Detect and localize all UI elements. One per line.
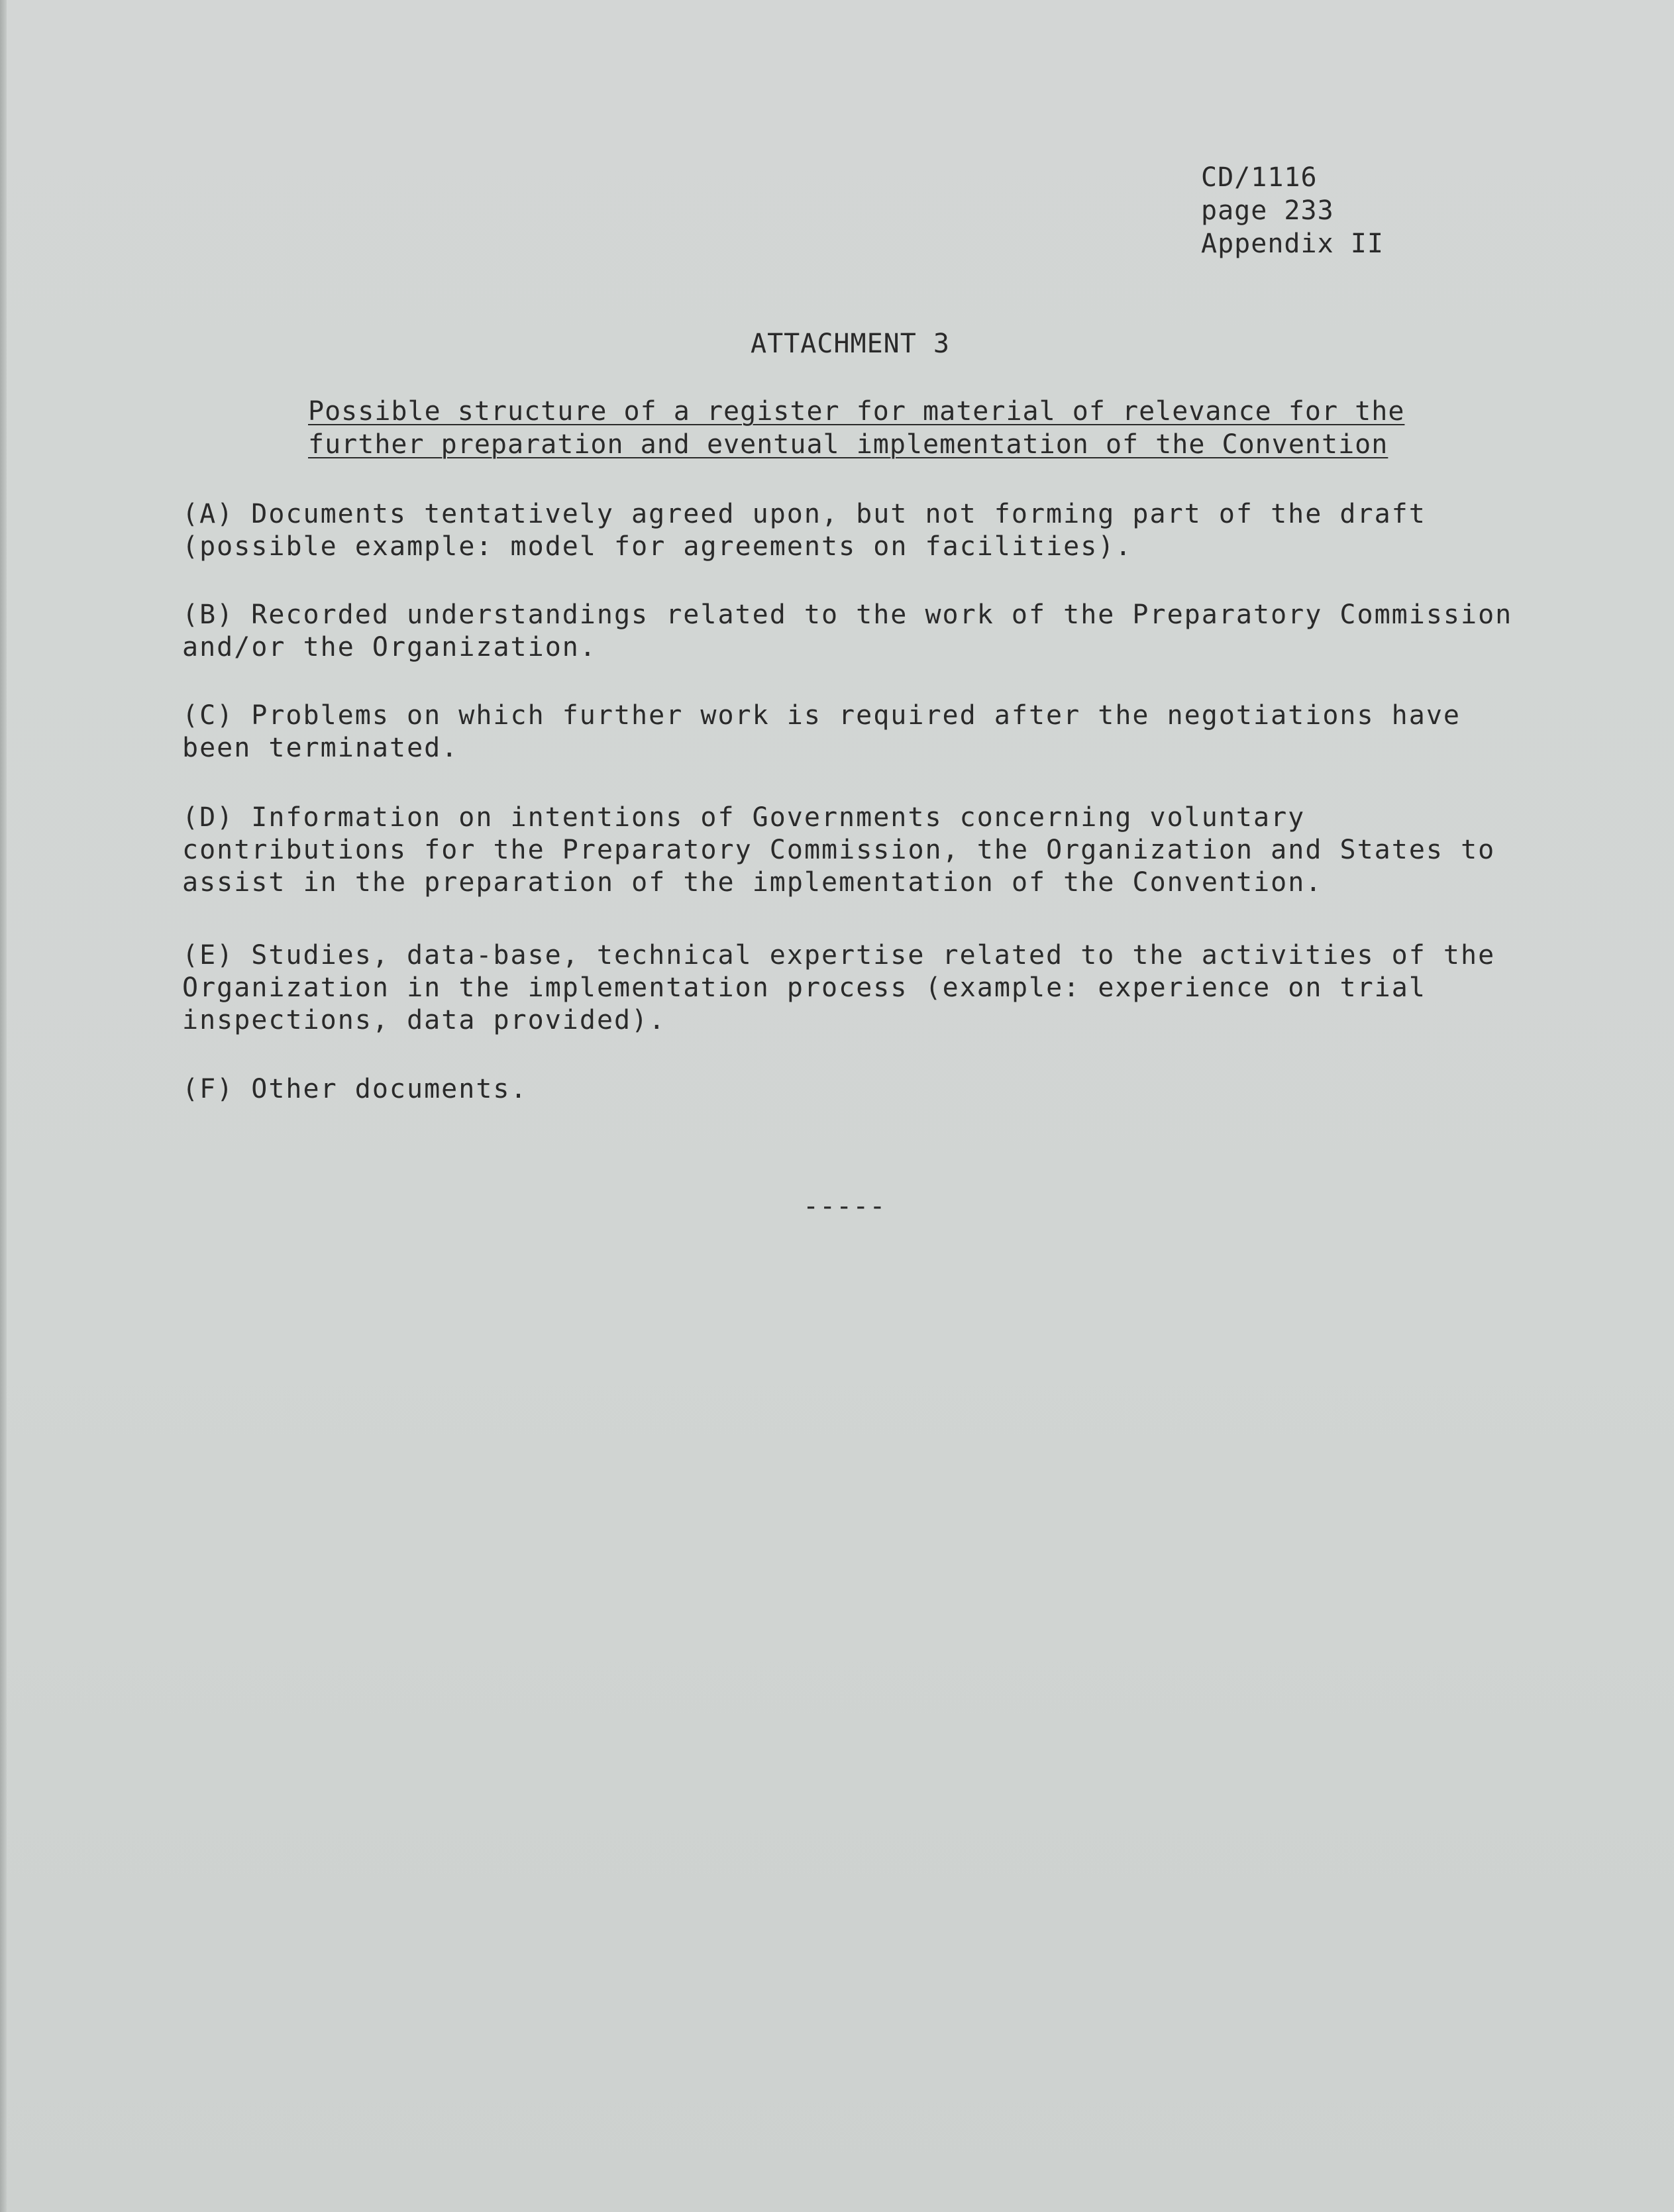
item-line: Recorded understandings related to the work of the Preparatory Commission: [251, 600, 1513, 630]
document-symbol: CD/1116: [1201, 162, 1318, 193]
list-item-a: [182, 498, 1560, 563]
item-marker: (D): [182, 802, 235, 833]
item-marker: (C): [182, 700, 235, 731]
item-line: Problems on which further work is required after the negotiations have: [251, 700, 1461, 731]
list-item-e: [182, 939, 1560, 1037]
list-item-f: [182, 1073, 1560, 1106]
attachment-title: ATTACHMENT 3: [751, 329, 950, 359]
page-number: page 233: [1201, 195, 1334, 226]
item-marker: (A): [182, 499, 235, 529]
item-line: been terminated.: [182, 733, 459, 763]
item-line: Organization in the implementation process (example: experience on trial: [182, 973, 1426, 1003]
item-marker: (F): [182, 1074, 235, 1104]
item-line: Documents tentatively agreed upon, but not forming part of the draft: [251, 499, 1426, 529]
item-marker: (E): [182, 940, 235, 971]
end-of-document-rule: -----: [803, 1191, 886, 1222]
list-item-d: [182, 802, 1560, 899]
item-line: Information on intentions of Governments concerning voluntary: [251, 802, 1306, 833]
list-item-b: [182, 599, 1560, 664]
item-line: contributions for the Preparatory Commission, the Organization and States to: [182, 835, 1496, 865]
document-header: [1201, 161, 1384, 260]
item-line: Other documents.: [251, 1074, 528, 1104]
list-item-c: [182, 700, 1560, 764]
item-line: assist in the preparation of the implementation of the Convention.: [182, 867, 1323, 898]
item-line: and/or the Organization.: [182, 632, 597, 662]
item-marker: (B): [182, 600, 235, 630]
item-line: Studies, data-base, technical expertise related to the activities of the: [251, 940, 1496, 971]
subtitle-line-2: further preparation and eventual implementation of the Convention: [308, 429, 1388, 460]
item-line: inspections, data provided).: [182, 1005, 666, 1035]
attachment-subtitle: [308, 395, 1404, 461]
item-line: (possible example: model for agreements on facilities).: [182, 531, 1133, 562]
subtitle-line-1: Possible structure of a register for material of relevance for the: [308, 396, 1405, 427]
appendix-label: Appendix II: [1201, 229, 1384, 259]
